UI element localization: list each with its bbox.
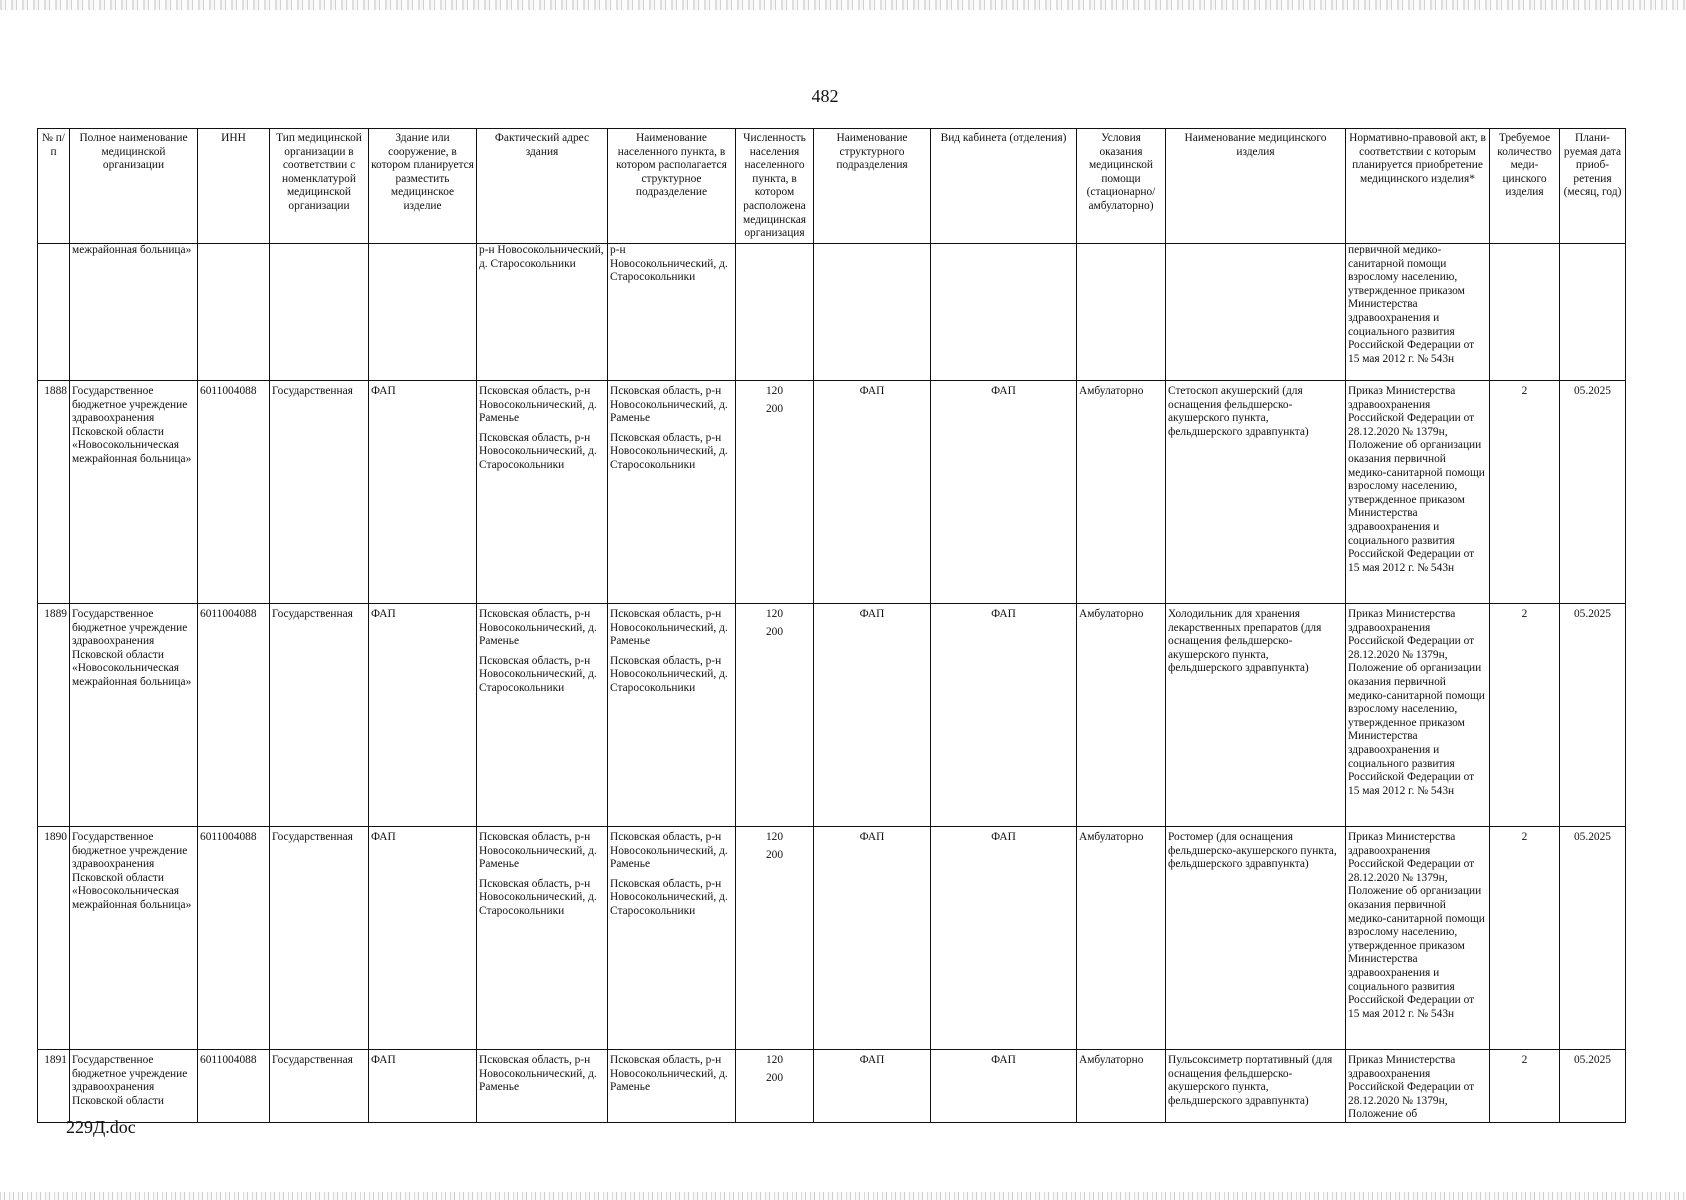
cell-date (1560, 244, 1626, 381)
cell-unit: ФАП (814, 1050, 931, 1123)
cell-type: Государственная (270, 604, 369, 827)
cell-date: 05.2025 (1560, 827, 1626, 1050)
cell-conditions: Амбулаторно (1077, 381, 1166, 604)
cell-address (477, 604, 608, 827)
cell-locality (608, 604, 736, 827)
locality-line: Псковская область, р-н Новосокольнический, д. Старосокольники (610, 431, 728, 471)
cell-org: Государственное бюджетное учреждение здравоохранения Псковской области «Новосокольническая межрайонная больница» (70, 381, 198, 604)
cell-locality (608, 1050, 736, 1123)
cell-number: 1891 (38, 1050, 70, 1123)
cell-org: Государственное бюджетное учреждение здравоохранения Псковской области «Новосокольническая межрайонная больница» (70, 604, 198, 827)
population-value: 120 (765, 608, 784, 620)
cell-qty: 2 (1490, 381, 1560, 604)
cell-act: Приказ Министерства здравоохранения Российской Федерации от 28.12.2020 № 1379н, Положение об организации оказания первичной медико-санитарной помощи взрослому населению, утвержденное приказом Министерства здравоохранения и социального развития Российской Федерации от 15 мая 2012 г. № 543н (1346, 827, 1490, 1050)
cell-qty: 2 (1490, 827, 1560, 1050)
cell-population (736, 1050, 814, 1123)
address-line: Псковская область, р-н Новосокольнический, д. Старосокольники (479, 654, 597, 694)
table-row (38, 827, 1626, 1050)
cell-number: 1890 (38, 827, 70, 1050)
header-cell: Условия оказания медицинской помощи (стационарно/ амбулаторно) (1077, 129, 1166, 244)
cell-type: Государственная (270, 1050, 369, 1123)
population-value: 200 (765, 625, 784, 638)
page-number: 482 (811, 86, 839, 106)
cell-population (736, 381, 814, 604)
cell-inn (198, 244, 270, 381)
cell-unit: ФАП (814, 604, 931, 827)
cell-qty: 2 (1490, 604, 1560, 827)
cell-cabinet: ФАП (931, 381, 1077, 604)
scan-edge-top (0, 0, 1686, 10)
header-cell: Фактический адрес здания (477, 129, 608, 244)
header-cell: Тип медицинской организации в соответствии с номенклатурой медицинской организации (270, 129, 369, 244)
header-cell: Наименование населенного пункта, в котором располагается структурное подразделение (608, 129, 736, 244)
cell-act: Приказ Министерства здравоохранения Российской Федерации от 28.12.2020 № 1379н, Положение об организации оказания первичной медико-санитарной помощи взрослому населению, утвержденное приказом Министерства здравоохранения и социального развития Российской Федерации от 15 мая 2012 г. № 543н (1346, 604, 1490, 827)
header-cell: Вид кабинета (отделения) (931, 129, 1077, 244)
header-cell: Наименование структурного подразделения (814, 129, 931, 244)
table-row (38, 604, 1626, 827)
cell-cabinet (931, 244, 1077, 381)
table-row (38, 381, 1626, 604)
cell-conditions: Амбулаторно (1077, 1050, 1166, 1123)
equipment-table (37, 128, 1626, 1123)
cell-building: ФАП (369, 1050, 477, 1123)
cell-population (736, 244, 814, 381)
cell-building: ФАП (369, 827, 477, 1050)
cell-act: Приказ Министерства здравоохранения Российской Федерации от 28.12.2020 № 1379н, Положение об организации оказания первичной медико-санитарной помощи взрослому населению, утвержденное приказом Министерства здравоохранения и социального развития Российской Федерации от 15 мая 2012 г. № 543н (1346, 381, 1490, 604)
cell-building (369, 244, 477, 381)
cell-device (1166, 244, 1346, 381)
address-line: Псковская область, р-н Новосокольнический, д. Раменье (479, 385, 597, 425)
address-line: Псковская область, р-н Новосокольнический, д. Старосокольники (479, 431, 597, 471)
cell-type: Государственная (270, 381, 369, 604)
cell-act: Приказ Министерства здравоохранения Российской Федерации от 28.12.2020 № 1379н, Положение об (1346, 1050, 1490, 1123)
cell-cabinet: ФАП (931, 827, 1077, 1050)
locality-line: Псковская область, р-н Новосокольнический, д. Раменье (610, 608, 728, 648)
cell-population (736, 827, 814, 1050)
table-row-continuation (38, 244, 1626, 381)
cell-unit: ФАП (814, 381, 931, 604)
cell-conditions: Амбулаторно (1077, 827, 1166, 1050)
cell-building: ФАП (369, 604, 477, 827)
cell-unit (814, 244, 931, 381)
header-row (38, 129, 1626, 244)
cell-number: 1889 (38, 604, 70, 827)
cell-number: 1888 (38, 381, 70, 604)
cell-address (477, 1050, 608, 1123)
address-line: Псковская область, р-н Новосокольнический, д. Раменье (479, 831, 597, 871)
cell-date: 05.2025 (1560, 604, 1626, 827)
header-cell: Здание или сооружение, в котором планируется разместить медицинское изделие (369, 129, 477, 244)
population-value: 120 (765, 1054, 784, 1066)
header-cell: Полное наименование медицинской организации (70, 129, 198, 244)
scan-edge-bottom (0, 1192, 1686, 1200)
cell-address (477, 827, 608, 1050)
population-value: 200 (765, 402, 784, 415)
address-line: Псковская область, р-н Новосокольнический, д. Старосокольники (479, 877, 597, 917)
cell-cabinet: ФАП (931, 604, 1077, 827)
cell-locality (608, 381, 736, 604)
cell-date: 05.2025 (1560, 1050, 1626, 1123)
cell-locality (608, 827, 736, 1050)
population-value: 120 (765, 385, 784, 397)
cell-device: Ростомер (для оснащения фельдшерско-акушерского пункта, фельдшерского здравпункта) (1166, 827, 1346, 1050)
cell-locality: р-н Новосокольнический, д. Старосокольники (608, 244, 736, 381)
cell-building: ФАП (369, 381, 477, 604)
header-cell: Нормативно-правовой акт, в соответствии с которым планируется приобретение медицинского изделия* (1346, 129, 1490, 244)
locality-line: Псковская область, р-н Новосокольнический, д. Старосокольники (610, 877, 728, 917)
header-cell: Требуемое количество меди-цинского изделия (1490, 129, 1560, 244)
cell-population (736, 604, 814, 827)
locality-line: Псковская область, р-н Новосокольнический, д. Раменье (610, 831, 728, 871)
cell-address: р-н Новосокольнический, д. Старосокольники (477, 244, 608, 381)
population-value: 120 (765, 831, 784, 843)
cell-cabinet: ФАП (931, 1050, 1077, 1123)
cell-inn: 6011004088 (198, 381, 270, 604)
cell-device: Стетоскоп акушерский (для оснащения фельдшерско-акушерского пункта, фельдшерского здравпункта) (1166, 381, 1346, 604)
header-cell: Наименование медицинского изделия (1166, 129, 1346, 244)
cell-inn: 6011004088 (198, 1050, 270, 1123)
cell-unit: ФАП (814, 827, 931, 1050)
cell-conditions: Амбулаторно (1077, 604, 1166, 827)
cell-qty: 2 (1490, 1050, 1560, 1123)
cell-org: Государственное бюджетное учреждение здравоохранения Псковской области (70, 1050, 198, 1123)
footer-filename: 229Д.doc (66, 1117, 136, 1137)
header-cell: Численность населения населенного пункта, в котором расположена медицинская организация (736, 129, 814, 244)
header-cell: № п/п (38, 129, 70, 244)
cell-address (477, 381, 608, 604)
cell-type (270, 244, 369, 381)
cell-type: Государственная (270, 827, 369, 1050)
cell-qty (1490, 244, 1560, 381)
cell-act: первичной медико-санитарной помощи взрослому населению, утвержденное приказом Министерства здравоохранения и социального развития Российской Федерации от 15 мая 2012 г. № 543н (1346, 244, 1490, 381)
cell-device: Холодильник для хранения лекарственных препаратов (для оснащения фельдшерско-акушерского пункта, фельдшерского здравпункта) (1166, 604, 1346, 827)
header-cell: Плани-руемая дата приоб-ретения (месяц, год) (1560, 129, 1626, 244)
locality-line: Псковская область, р-н Новосокольнический, д. Раменье (610, 1054, 728, 1094)
table-row (38, 1050, 1626, 1123)
cell-org: Государственное бюджетное учреждение здравоохранения Псковской области «Новосокольническая межрайонная больница» (70, 827, 198, 1050)
cell-date: 05.2025 (1560, 381, 1626, 604)
cell-device: Пульсоксиметр портативный (для оснащения фельдшерско-акушерского пункта, фельдшерского здравпункта) (1166, 1050, 1346, 1123)
cell-inn: 6011004088 (198, 604, 270, 827)
address-line: Псковская область, р-н Новосокольнический, д. Раменье (479, 1054, 597, 1094)
locality-line: Псковская область, р-н Новосокольнический, д. Раменье (610, 385, 728, 425)
cell-inn: 6011004088 (198, 827, 270, 1050)
population-value: 200 (765, 848, 784, 861)
cell-conditions (1077, 244, 1166, 381)
address-line: Псковская область, р-н Новосокольнический, д. Раменье (479, 608, 597, 648)
cell-org: межрайонная больница» (70, 244, 198, 381)
locality-line: Псковская область, р-н Новосокольнический, д. Старосокольники (610, 654, 728, 694)
population-value: 200 (765, 1071, 784, 1084)
header-cell: ИНН (198, 129, 270, 244)
cell-number (38, 244, 70, 381)
